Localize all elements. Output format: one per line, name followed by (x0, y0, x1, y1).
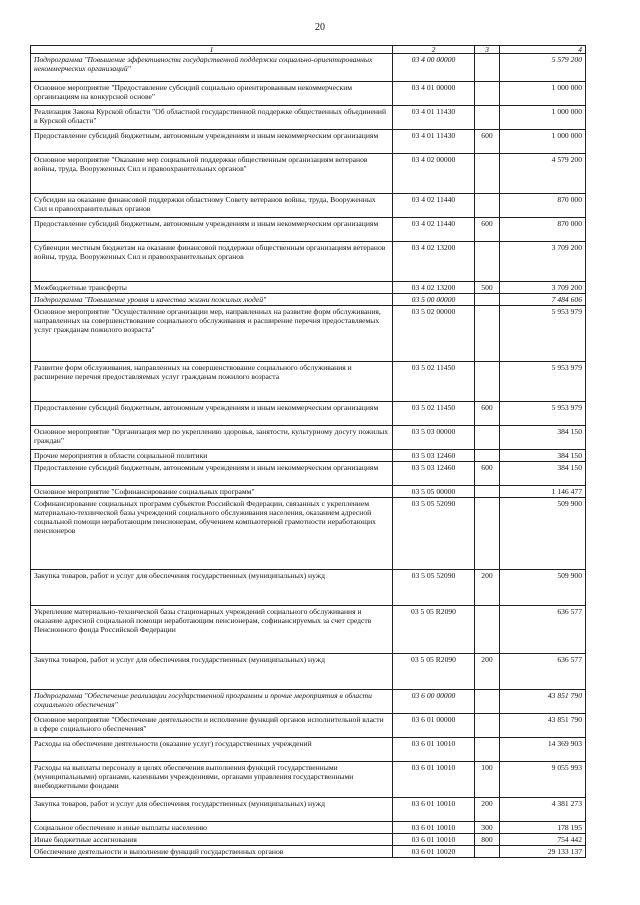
row-expense-type-cell: 200 (475, 798, 500, 822)
table-row (31, 690, 586, 714)
row-sum-cell: 636 577 (500, 654, 586, 690)
row-name-cell: Развитие форм обслуживания, направленных на совершенствование социального обслуживания и расширение перечня предоставляемых услуг гражданам пожилого возраста (31, 362, 393, 402)
row-expense-type-cell: 600 (475, 218, 500, 242)
table-row (31, 426, 586, 450)
row-name-cell: Прочие мероприятия в области социальной политики (31, 450, 393, 462)
row-expense-type-cell (475, 846, 500, 858)
row-sum-cell: 1 000 000 (500, 130, 586, 154)
row-name-cell: Субвенции местным бюджетам на оказание финансовой поддержки общественным организациям ветеранов войны, труда, Вооруженных Сил и правоохранительных органов (31, 242, 393, 282)
row-expense-type-cell (475, 82, 500, 106)
row-code-cell: 03 4 01 00000 (393, 82, 475, 106)
row-code-cell: 03 5 03 12460 (393, 450, 475, 462)
row-expense-type-cell: 100 (475, 762, 500, 798)
row-sum-cell: 384 150 (500, 462, 586, 486)
row-code-cell: 03 5 02 11450 (393, 362, 475, 402)
row-name-cell: Основное мероприятие "Организация мер по укреплению здоровья, занятости, культурному досугу пожилых граждан" (31, 426, 393, 450)
row-name-cell: Расходы на обеспечение деятельности (оказание услуг) государственных учреждений (31, 738, 393, 762)
row-expense-type-cell: 500 (475, 282, 500, 294)
row-code-cell: 03 6 00 00000 (393, 690, 475, 714)
row-code-cell: 03 4 01 11430 (393, 130, 475, 154)
row-name-cell: Софинансирование социальных программ субъектов Российской Федерации, связанных с укреплением материально-технической базы учреждений социального обслуживания населения, оказанием адресной социальной помощи неработающим пенсионерам, обучением компьютерной грамотности неработающих пенсионеров (31, 498, 393, 570)
row-expense-type-cell: 200 (475, 654, 500, 690)
row-code-cell: 03 4 02 00000 (393, 154, 475, 194)
row-code-cell: 03 5 05 R2090 (393, 654, 475, 690)
row-code-cell: 03 5 03 00000 (393, 426, 475, 450)
row-sum-cell: 5 953 979 (500, 362, 586, 402)
table-row (31, 654, 586, 690)
row-code-cell: 03 4 01 11430 (393, 106, 475, 130)
row-sum-cell: 384 150 (500, 426, 586, 450)
table-row (31, 714, 586, 738)
header-col-3: 3 (475, 46, 500, 54)
header-col-4: 4 (500, 46, 586, 54)
row-name-cell: Субсидии на оказание финансовой поддержки областному Совету ветеранов войны, труда, Вооруженных Сил и правоохранительных органов (31, 194, 393, 218)
row-code-cell: 03 5 05 00000 (393, 486, 475, 498)
table-row (31, 834, 586, 846)
row-expense-type-cell (475, 362, 500, 402)
row-code-cell: 03 6 01 10010 (393, 762, 475, 798)
table-row (31, 218, 586, 242)
row-name-cell: Предоставление субсидий бюджетным, автономным учреждениям и иным некоммерческим организациям (31, 130, 393, 154)
row-sum-cell: 29 133 137 (500, 846, 586, 858)
row-expense-type-cell (475, 498, 500, 570)
budget-table (30, 45, 586, 858)
row-name-cell: Укрепление материально-технической базы стационарных учреждений социального обслуживания и оказание адресной социальной помощи неработающим пенсионерам, софинансируемых за счет средств Пенсионного фонда Российской Федерации (31, 606, 393, 654)
table-row (31, 402, 586, 426)
row-code-cell: 03 5 02 11450 (393, 402, 475, 426)
row-sum-cell: 5 953 979 (500, 402, 586, 426)
table-row (31, 738, 586, 762)
table-row (31, 606, 586, 654)
row-expense-type-cell: 800 (475, 834, 500, 846)
row-sum-cell: 7 484 606 (500, 294, 586, 306)
row-code-cell: 03 5 02 00000 (393, 306, 475, 362)
row-name-cell: Закупка товаров, работ и услуг для обеспечения государственных (муниципальных) нужд (31, 654, 393, 690)
table-row (31, 306, 586, 362)
table-row (31, 450, 586, 462)
row-expense-type-cell: 600 (475, 402, 500, 426)
row-sum-cell: 870 000 (500, 194, 586, 218)
page-number: 20 (315, 22, 325, 33)
table-row (31, 570, 586, 606)
table-row (31, 846, 586, 858)
row-code-cell: 03 4 02 11440 (393, 218, 475, 242)
row-sum-cell: 5 579 200 (500, 54, 586, 82)
row-sum-cell: 509 900 (500, 570, 586, 606)
row-sum-cell: 9 055 993 (500, 762, 586, 798)
row-expense-type-cell (475, 242, 500, 282)
row-name-cell: Основное мероприятие "Предоставление субсидий социально ориентированным некоммерческим организациям на конкурсной основе" (31, 82, 393, 106)
row-expense-type-cell (475, 486, 500, 498)
header-col-2: 2 (393, 46, 475, 54)
row-expense-type-cell (475, 294, 500, 306)
row-name-cell: Социальное обеспечение и иные выплаты населению (31, 822, 393, 834)
row-expense-type-cell (475, 606, 500, 654)
table-row (31, 498, 586, 570)
row-expense-type-cell (475, 450, 500, 462)
table-row (31, 282, 586, 294)
row-expense-type-cell (475, 54, 500, 82)
row-expense-type-cell: 600 (475, 462, 500, 486)
row-name-cell: Основное мероприятие "Осуществление организации мер, направленных на развитие форм обслуживания, направленных на совершенствование социального обслуживания и расширение перечня предоставляемых услуг гражданам пожилого возраста" (31, 306, 393, 362)
table-row (31, 798, 586, 822)
row-name-cell: Подпрограмма "Повышение уровня и качества жизни пожилых людей" (31, 294, 393, 306)
row-name-cell: Основное мероприятие "Обеспечение деятельности и исполнение функций органов исполнительной власти в сфере социального обеспечения" (31, 714, 393, 738)
row-expense-type-cell (475, 690, 500, 714)
row-expense-type-cell (475, 426, 500, 450)
row-name-cell: Предоставление субсидий бюджетным, автономным учреждениям и иным некоммерческим организациям (31, 218, 393, 242)
row-code-cell: 03 6 01 10020 (393, 846, 475, 858)
row-name-cell: Основное мероприятие "Софинансирование социальных программ" (31, 486, 393, 498)
row-code-cell: 03 4 02 11440 (393, 194, 475, 218)
row-expense-type-cell (475, 106, 500, 130)
row-code-cell: 03 6 01 10010 (393, 798, 475, 822)
row-code-cell: 03 4 00 00000 (393, 54, 475, 82)
row-code-cell: 03 5 05 R2090 (393, 606, 475, 654)
row-sum-cell: 636 577 (500, 606, 586, 654)
row-sum-cell: 384 150 (500, 450, 586, 462)
row-name-cell: Межбюджетные трансферты (31, 282, 393, 294)
row-code-cell: 03 6 01 10010 (393, 738, 475, 762)
row-name-cell: Расходы на выплаты персоналу в целях обеспечения выполнения функций государственными (муниципальными) органами, казенными учреждениями, органами управления государственными внебюджетными фондами (31, 762, 393, 798)
row-sum-cell: 870 000 (500, 218, 586, 242)
row-sum-cell: 43 851 790 (500, 690, 586, 714)
row-name-cell: Реализация Закона Курской области "Об областной государственной поддержке общественных объединений в Курской области" (31, 106, 393, 130)
row-sum-cell: 1 146 477 (500, 486, 586, 498)
row-name-cell: Предоставление субсидий бюджетным, автономным учреждениям и иным некоммерческим организациям (31, 462, 393, 486)
row-sum-cell: 4 579 200 (500, 154, 586, 194)
row-sum-cell: 509 900 (500, 498, 586, 570)
table-row (31, 762, 586, 798)
row-name-cell: Основное мероприятие "Оказание мер социальной поддержки общественным организациям ветеранов войны, труда, Вооруженных Сил и правоохранительных органов" (31, 154, 393, 194)
table-row (31, 154, 586, 194)
row-expense-type-cell (475, 714, 500, 738)
row-name-cell: Иные бюджетные ассигнования (31, 834, 393, 846)
row-expense-type-cell: 200 (475, 570, 500, 606)
table-row (31, 462, 586, 486)
row-name-cell: Закупка товаров, работ и услуг для обеспечения государственных (муниципальных) нужд (31, 798, 393, 822)
table-row (31, 242, 586, 282)
row-name-cell: Обеспечение деятельности и выполнение функций государственных органов (31, 846, 393, 858)
row-code-cell: 03 5 03 12460 (393, 462, 475, 486)
row-sum-cell: 3 709 200 (500, 282, 586, 294)
row-expense-type-cell (475, 738, 500, 762)
row-sum-cell: 14 369 903 (500, 738, 586, 762)
row-code-cell: 03 6 01 10010 (393, 822, 475, 834)
row-name-cell: Предоставление субсидий бюджетным, автономным учреждениям и иным некоммерческим организациям (31, 402, 393, 426)
row-sum-cell: 178 195 (500, 822, 586, 834)
row-code-cell: 03 5 00 00000 (393, 294, 475, 306)
row-code-cell: 03 4 02 13200 (393, 282, 475, 294)
table-row (31, 106, 586, 130)
row-sum-cell: 4 381 273 (500, 798, 586, 822)
row-sum-cell: 5 953 979 (500, 306, 586, 362)
table-row (31, 194, 586, 218)
table-header-row (31, 46, 586, 54)
row-code-cell: 03 6 01 00000 (393, 714, 475, 738)
row-name-cell: Подпрограмма "Повышение эффективности государственной поддержки социально-ориентированных некоммерческих организаций" (31, 54, 393, 82)
row-sum-cell: 754 442 (500, 834, 586, 846)
row-code-cell: 03 5 05 52090 (393, 498, 475, 570)
row-code-cell: 03 6 01 10010 (393, 834, 475, 846)
row-sum-cell: 1 000 000 (500, 106, 586, 130)
header-col-1: 1 (31, 46, 393, 54)
row-expense-type-cell (475, 194, 500, 218)
row-name-cell: Закупка товаров, работ и услуг для обеспечения государственных (муниципальных) нужд (31, 570, 393, 606)
row-expense-type-cell: 300 (475, 822, 500, 834)
row-expense-type-cell: 600 (475, 130, 500, 154)
row-expense-type-cell (475, 306, 500, 362)
table-row (31, 362, 586, 402)
row-sum-cell: 1 000 000 (500, 82, 586, 106)
row-sum-cell: 3 709 200 (500, 242, 586, 282)
table-row (31, 82, 586, 106)
row-name-cell: Подпрограмма "Обеспечение реализации государственной программы и прочие мероприятия в области социального обеспечения" (31, 690, 393, 714)
row-code-cell: 03 4 02 13200 (393, 242, 475, 282)
row-expense-type-cell (475, 154, 500, 194)
row-sum-cell: 43 851 790 (500, 714, 586, 738)
table-row (31, 486, 586, 498)
table-row (31, 130, 586, 154)
table-row (31, 54, 586, 82)
table-row (31, 822, 586, 834)
row-code-cell: 03 5 05 52090 (393, 570, 475, 606)
table-row (31, 294, 586, 306)
